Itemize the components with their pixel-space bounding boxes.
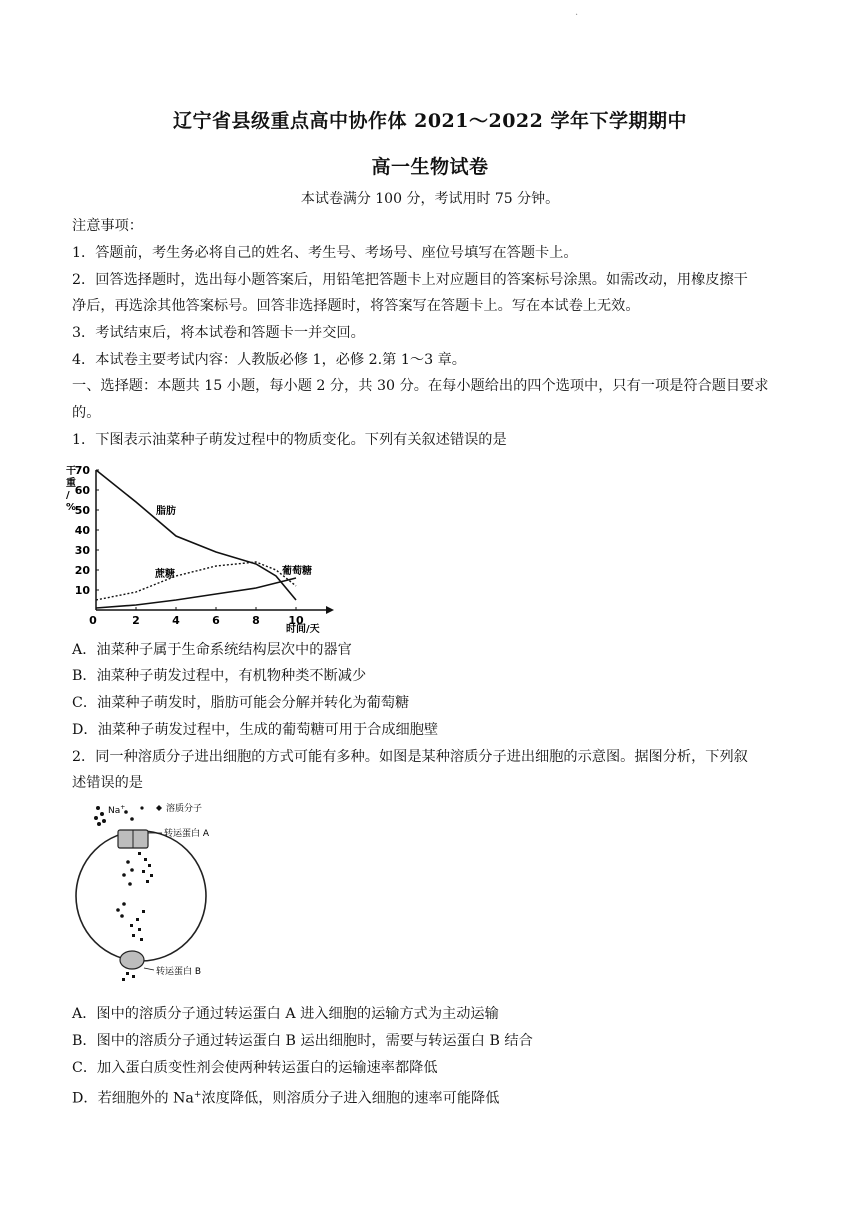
exam-title: 辽宁省县级重点高中协作体 2021～2022 学年下学期期中	[173, 110, 687, 132]
x-tick-label: 6	[212, 614, 220, 627]
x-tick-label: 10	[288, 614, 304, 627]
q1-option-a: A．油菜种子属于生命系统结构层次中的器官	[72, 642, 352, 658]
q2-stem-line-2: 述错误的是	[72, 775, 143, 791]
y-tick-label: 20	[74, 564, 90, 577]
transporter-b-shape	[120, 951, 144, 969]
q2-option-d-post: 浓度降低，则溶质分子进入细胞的速率可能降低	[201, 1090, 500, 1107]
exam-info: 本试卷满分 100 分，考试用时 75 分钟。	[300, 191, 560, 207]
x-tick-label: 8	[252, 614, 260, 627]
q1-option-c: C．油菜种子萌发时，脂肪可能会分解并转化为葡萄糖	[72, 695, 410, 711]
notes-heading: 注意事项：	[72, 218, 143, 234]
note-1: 1．答题前，考生务必将自己的姓名、考生号、考场号、座位号填写在答题卡上。	[72, 245, 578, 261]
x-tick-label: 2	[132, 614, 140, 627]
x-tick-label: 4	[172, 614, 180, 627]
q1-option-b: B．油菜种子萌发过程中，有机物种类不断减少	[72, 668, 367, 684]
y-axis-title-char: %	[66, 502, 77, 513]
q1-stem: 1．下图表示油菜种子萌发过程中的物质变化。下列有关叙述错误的是	[72, 432, 507, 448]
y-tick-label: 40	[74, 524, 90, 537]
series-line-sucrose	[96, 562, 296, 600]
y-tick-label: 70	[74, 464, 90, 477]
q2-option-b: B．图中的溶质分子通过转运蛋白 B 运出细胞时，需要与转运蛋白 B 结合	[72, 1033, 533, 1049]
solute-label: 溶质分子	[166, 804, 203, 814]
series-line-fat	[96, 470, 296, 600]
y-axis-title-char: 重	[66, 478, 76, 489]
x-tick-label: 0	[89, 614, 97, 627]
q2-stem-line-1: 2．同一种溶质分子进出细胞的方式可能有多种。如图是某种溶质分子进出细胞的示意图。据图分析，下列叙	[72, 749, 748, 765]
series-label-sucrose: 蔗糖	[155, 569, 175, 580]
note-2-line-1: 2．回答选择题时，选出每小题答案后，用铅笔把答题卡上对应题目的答案标号涂黑。如需改动，用橡皮擦干	[72, 272, 748, 288]
cell-membrane	[76, 831, 206, 961]
note-4: 4．本试卷主要考试内容：人教版必修 1，必修 2.第 1～3 章。	[72, 352, 466, 368]
x-axis-title: 时间/天	[286, 624, 320, 635]
seed-germination-chart	[60, 462, 340, 637]
protein-b-leader	[144, 968, 154, 970]
y-tick-label: 30	[74, 544, 90, 557]
q2-option-c: C．加入蛋白质变性剂会使两种转运蛋白的运输速率都降低	[72, 1060, 438, 1076]
section-heading-line-2: 的。	[72, 405, 101, 421]
q1-option-d: D．油菜种子萌发过程中，生成的葡萄糖可用于合成细胞壁	[72, 722, 439, 738]
y-tick-label: 60	[74, 484, 90, 497]
x-axis-arrow	[326, 606, 334, 614]
q2-option-d-sup: +	[193, 1090, 202, 1100]
q2-option-d-pre: D．若细胞外的 Na	[72, 1090, 194, 1107]
q2-option-a: A．图中的溶质分子通过转运蛋白 A 进入细胞的运输方式为主动运输	[72, 1006, 499, 1022]
y-tick-label: 50	[74, 504, 90, 517]
section-heading-line-1: 一、选择题：本题共 15 小题，每小题 2 分，共 30 分。在每小题给出的四个选项中，只有一项是符合题目要求	[72, 378, 769, 394]
y-axis-title-char: 干	[66, 466, 76, 477]
solute-legend-marker	[156, 805, 162, 811]
protein-a-label: 转运蛋白 A	[164, 829, 210, 839]
y-axis-title-char: /	[66, 490, 70, 501]
protein-b-label: 转运蛋白 B	[156, 967, 202, 977]
series-label-fat: 脂肪	[156, 506, 176, 517]
series-label-glucose: 葡萄糖	[282, 566, 312, 577]
note-3: 3．考试结束后，将本试卷和答题卡一并交回。	[72, 325, 365, 341]
y-tick-label: 10	[74, 584, 90, 597]
exam-subtitle: 高一生物试卷	[371, 156, 489, 178]
cell-transport-diagram	[66, 800, 256, 985]
note-2-line-2: 净后，再选涂其他答案标号。回答非选择题时，将答案写在答题卡上。写在本试卷上无效。	[72, 298, 640, 314]
header-mark: ·	[575, 10, 579, 21]
series-line-glucose	[96, 578, 296, 608]
q2-option-d	[72, 1085, 792, 1109]
na-label: Na+	[108, 804, 126, 816]
